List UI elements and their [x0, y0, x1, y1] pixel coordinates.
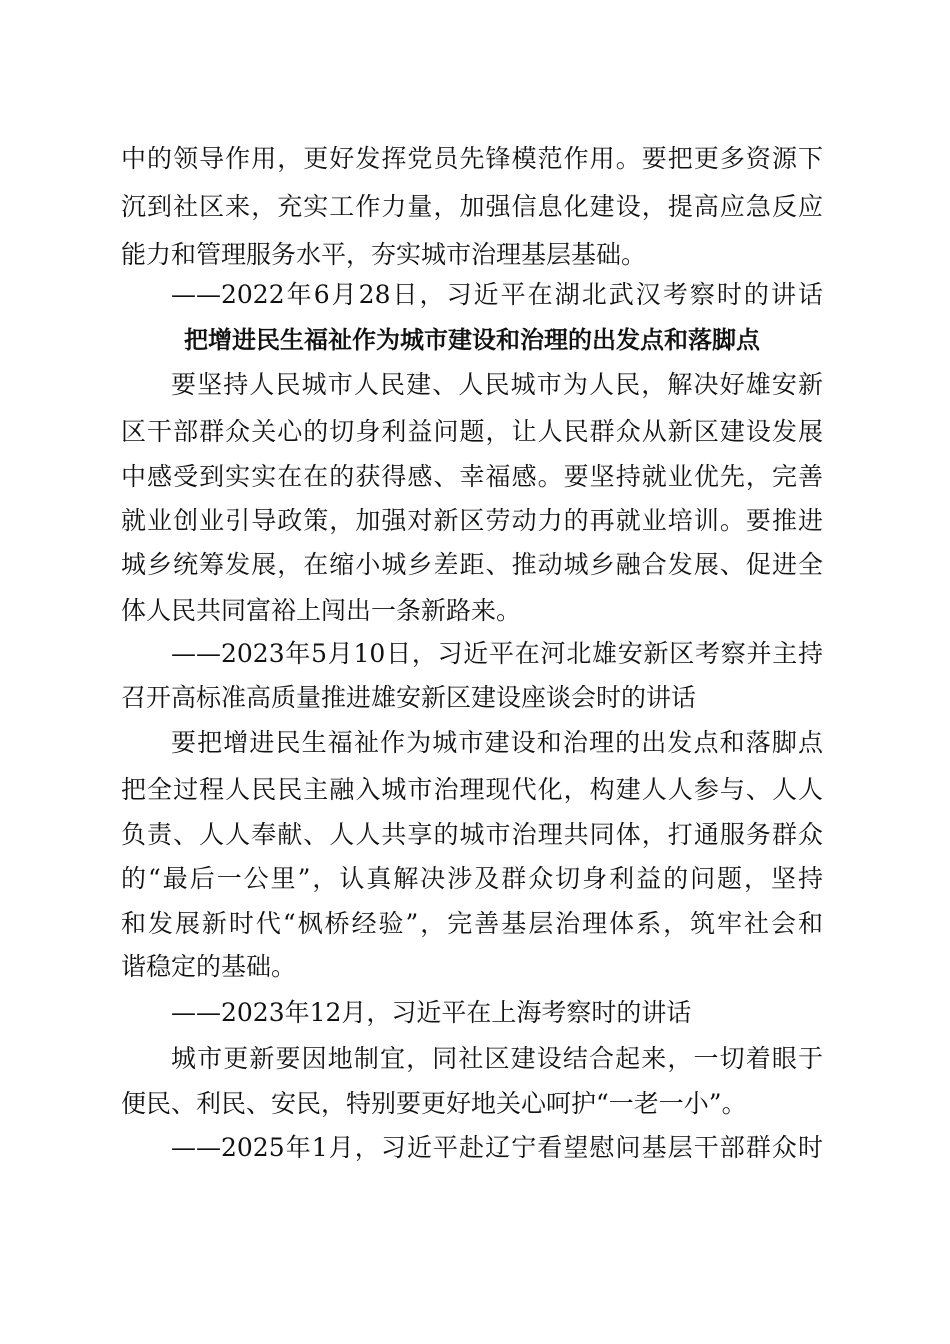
paragraph-line: 就业创业引导政策，加强对新区劳动力的再就业培训。要推进 [121, 506, 823, 535]
paragraph-line: 沉到社区来，充实工作力量，加强信息化建设，提高应急反应 [121, 192, 823, 221]
paragraph-line: 把全过程人民民主融入城市治理现代化，构建人人参与、人人 [121, 775, 823, 804]
paragraph-line: 体人民共同富裕上闯出一条新路来。 [121, 596, 522, 625]
source-citation: ——2022年6月28日，习近平在湖北武汉考察时的讲话 [171, 280, 823, 309]
paragraph-line: 要把增进民生福祉作为城市建设和治理的出发点和落脚点 [171, 728, 823, 757]
paragraph-line: 负责、人人奉献、人人共享的城市治理共同体，打通服务群众 [121, 820, 823, 849]
paragraph-line: 城市更新要因地制宜，同社区建设结合起来，一切着眼于 [171, 1044, 823, 1073]
section-heading: 把增进民生福祉作为城市建设和治理的出发点和落脚点 [184, 326, 760, 354]
paragraph-line: 谐稳定的基础。 [121, 952, 297, 981]
paragraph-line: 便民、利民、安民，特别要更好地关心呵护“一老一小”。 [121, 1089, 747, 1118]
paragraph-line: 和发展新时代“枫桥经验”，完善基层治理体系，筑牢社会和 [121, 909, 823, 938]
source-citation: ——2023年12月，习近平在上海考察时的讲话 [171, 998, 692, 1027]
paragraph-line: 能力和管理服务水平，夯实城市治理基层基础。 [121, 240, 647, 269]
paragraph-line: 区干部群众关心的切身利益问题，让人民群众从新区建设发展 [121, 417, 823, 446]
paragraph-line: 中的领导作用，更好发挥党员先锋模范作用。要把更多资源下 [121, 144, 823, 173]
paragraph-line: 城乡统筹发展，在缩小城乡差距、推动城乡融合发展、促进全 [121, 550, 823, 579]
source-citation: 召开高标准高质量推进雄安新区建设座谈会时的讲话 [121, 683, 697, 712]
source-citation: ——2023年5月10日，习近平在河北雄安新区考察并主持 [171, 639, 823, 668]
source-citation: ——2025年1月，习近平赴辽宁看望慰问基层干部群众时 [171, 1133, 823, 1162]
paragraph-line: 要坚持人民城市人民建、人民城市为人民，解决好雄安新 [171, 370, 823, 399]
paragraph-line: 中感受到实实在在的获得感、幸福感。要坚持就业优先，完善 [121, 462, 823, 491]
paragraph-line: 的“最后一公里”，认真解决涉及群众切身利益的问题，坚持 [121, 864, 823, 893]
